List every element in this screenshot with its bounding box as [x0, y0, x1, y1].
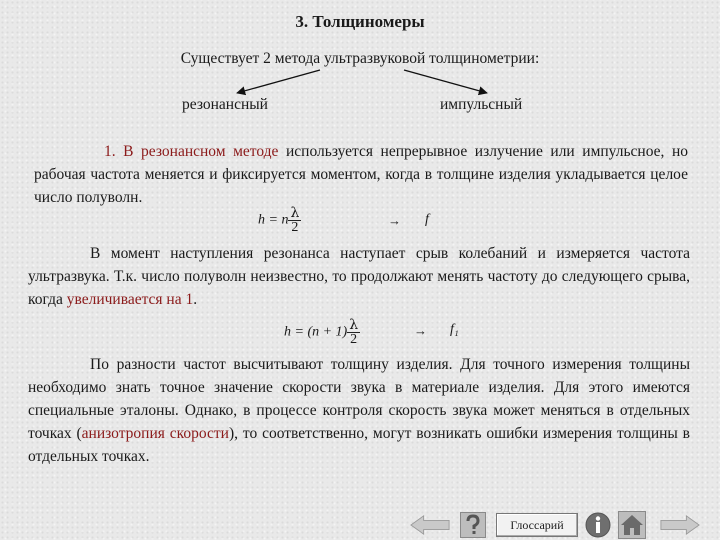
- arrow-to-pulse: [404, 70, 487, 93]
- formula-2-frequency: f₁: [450, 322, 459, 337]
- formula-2: h = (n + 1) $\frac{\lambda}{2}$: [284, 317, 359, 347]
- back-arrow-icon[interactable]: [410, 515, 450, 535]
- formula-2-arrow: →: [414, 323, 427, 338]
- paragraph-resonant-method: 1. В резонансном методе используется непрерывное излучение или импульсное, но рабочая частота меняется и фиксируется моментом, когда в толщине изделия укладывается целое число полуволн.: [34, 143, 688, 206]
- resonant-method-highlight: 1. В резонансном методе: [104, 143, 279, 160]
- intro-text: Существует 2 метода ультразвуковой толщинометрии:: [180, 50, 540, 67]
- forward-arrow-icon[interactable]: [660, 515, 700, 535]
- increase-highlight: увеличивается на 1: [66, 291, 194, 308]
- paragraph-resonance: В момент наступления резонанса наступает срыв колебаний и измеряется частота ультразвука. Т.к. число полуволн неизвестно, то продолжают менять частоту до следующего срыва, когда увеличивается на 1.: [28, 245, 690, 308]
- arrow-to-resonant: [237, 70, 320, 93]
- glossary-button[interactable]: Глоссарий: [496, 513, 578, 537]
- formula-1: h = n $\frac{\lambda}{2}$: [258, 205, 300, 235]
- fraction-lambda-2: $\frac{\lambda}{2}$: [290, 205, 300, 235]
- home-icon[interactable]: [618, 511, 646, 539]
- fraction-lambda-2: $\frac{\lambda}{2}$: [349, 317, 359, 347]
- page-title: 3. Толщиномеры: [295, 12, 425, 31]
- formula-1-frequency: f: [425, 212, 429, 227]
- method-pulse: импульсный: [440, 96, 523, 113]
- anisotropy-highlight: анизотропия скорости: [81, 425, 229, 442]
- method-resonant: резонансный: [182, 96, 268, 113]
- info-icon[interactable]: [585, 512, 611, 538]
- paragraph-frequency-difference: По разности частот высчитывают толщину изделия. Для точного измерения толщины необходимо знать точное значение скорости звука в материале изделия. Для этого имеются специальные эталоны. Однако, в процессе контроля скорость звука может меняться в отдельных точках (анизотропия скорости), то соответственно, могут возникать ошибки измерения толщины в отдельных точках.: [28, 356, 691, 465]
- help-icon[interactable]: [460, 512, 486, 538]
- formula-1-arrow: →: [388, 213, 401, 228]
